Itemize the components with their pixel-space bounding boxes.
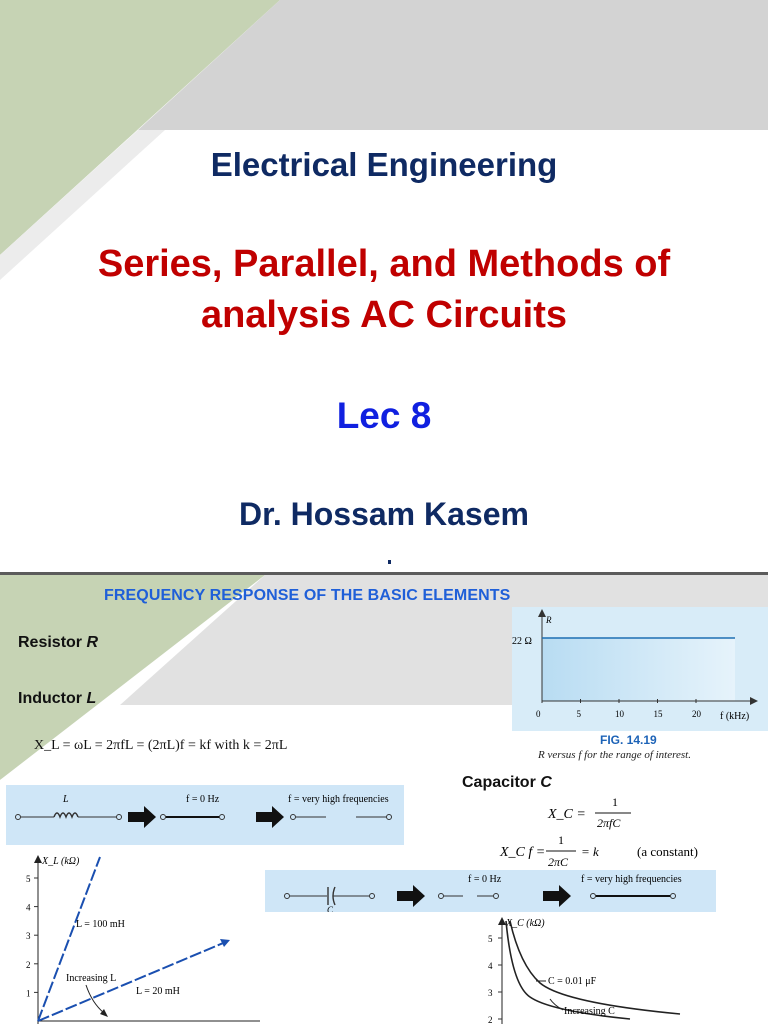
tick-label: 20 — [692, 709, 701, 719]
constant-note: (a constant) — [637, 844, 699, 859]
tick-label: 2 — [488, 1015, 493, 1024]
resistance-region — [542, 638, 735, 701]
tick-label: 2 — [26, 959, 31, 970]
y-axis-ticks — [488, 934, 502, 1024]
xc-lhs: X_C = — [548, 807, 586, 822]
resistor-label: Resistor R — [18, 634, 99, 651]
content-slide — [0, 575, 768, 1024]
tick-label: 15 — [653, 709, 663, 719]
capacitor-circuit-diagram — [265, 870, 716, 912]
xcf-denominator: 2πC — [548, 855, 569, 869]
curve-small-c — [506, 921, 630, 1019]
line-100mh-label: L = 100 mH — [76, 919, 125, 930]
xc-numerator: 1 — [612, 795, 618, 809]
figure-description: R versus f for the range of interest. — [538, 749, 691, 761]
curve-label: C = 0.01 μF — [548, 976, 597, 987]
y-axis-label: X_L (kΩ) — [42, 856, 80, 867]
section-heading: FREQUENCY RESPONSE OF THE BASIC ELEMENTS — [104, 587, 511, 604]
tick-label: 4 — [488, 961, 493, 971]
y-axis-arrow — [34, 855, 42, 863]
tick-label: 0 — [536, 709, 541, 719]
figure-caption: FIG. 14.19 — [600, 733, 657, 747]
xc-denominator: 2πfC — [597, 816, 621, 830]
tick-label: 3 — [26, 931, 31, 942]
capacitor-symbol: C — [327, 905, 334, 912]
y-axis-label: X_C (kΩ) — [506, 918, 545, 929]
inductive-reactance-plot — [20, 853, 260, 1024]
tick-label: 10 — [615, 709, 624, 719]
y-axis-ticks — [26, 874, 38, 998]
increasing-c-label: Increasing C — [564, 1006, 615, 1017]
capacitive-reactance-equations — [490, 790, 730, 870]
lecture-number: Lec 8 — [336, 395, 432, 436]
tick-label: 5 — [26, 874, 31, 884]
low-frequency-label: f = 0 Hz — [186, 794, 220, 805]
capacitive-reactance-plot — [480, 915, 700, 1024]
tick-label: 4 — [26, 902, 31, 913]
course-subject: Electrical Engineering — [210, 146, 558, 183]
y-axis-arrow — [498, 917, 506, 925]
resistance-value-label: 22 Ω — [512, 636, 532, 647]
line-20mh-label: L = 20 mH — [136, 986, 180, 997]
author-name: Dr. Hossam Kasem — [239, 496, 529, 532]
inductor-symbol: L — [63, 794, 69, 805]
tick-label: 5 — [576, 709, 581, 719]
increasing-l-label: Increasing L — [66, 973, 117, 984]
tick-label: 3 — [488, 988, 493, 998]
inductor-circuit-diagram — [6, 785, 404, 845]
tick-label: 5 — [488, 934, 493, 944]
capacitor-label: Capacitor C — [462, 774, 552, 791]
tick-label: 1 — [26, 988, 31, 999]
inductive-reactance-equation: X_L = ωL = 2πfL = (2πL)f = kf with k = 2πL — [34, 738, 288, 753]
slide-dot — [388, 560, 391, 564]
resistor-frequency-plot — [512, 607, 768, 731]
low-frequency-label: f = 0 Hz — [468, 874, 502, 885]
xcf-lhs: X_C f = — [500, 845, 546, 860]
inductor-label: Inductor L — [18, 690, 97, 707]
high-frequency-label: f = very high frequencies — [288, 794, 389, 805]
high-frequency-label: f = very high frequencies — [581, 874, 682, 885]
lecture-title-line-1: Series, Parallel, and Methods of — [97, 243, 671, 285]
x-axis-label: f (kHz) — [720, 711, 750, 722]
lecture-title-line-2: analysis AC Circuits — [200, 294, 568, 336]
xcf-rhs: = k — [581, 844, 599, 859]
y-axis-label: R — [546, 615, 552, 625]
xcf-numerator: 1 — [558, 833, 564, 847]
